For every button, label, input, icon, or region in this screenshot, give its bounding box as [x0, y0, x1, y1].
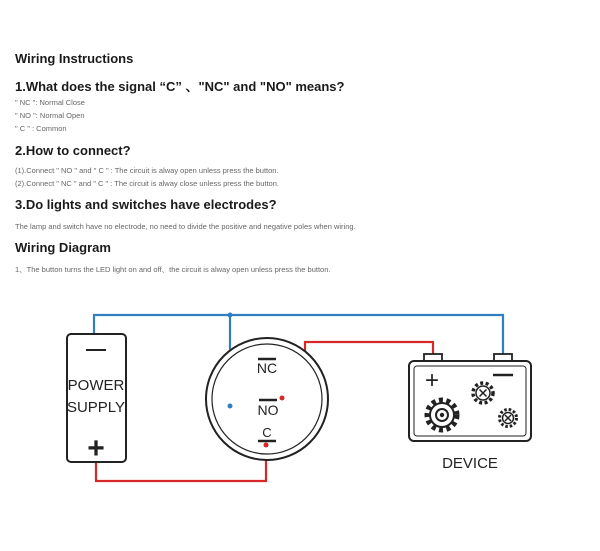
blue-wire-dot-switch	[228, 404, 233, 409]
section-4-heading: Wiring Diagram	[15, 240, 111, 255]
switch-c-label: C	[262, 425, 272, 440]
section-2-heading: 2.How to connect?	[15, 143, 131, 158]
section-1-line-no: " NO ": Normal Open	[15, 111, 85, 120]
device-terminal-plus	[424, 354, 442, 361]
device	[409, 354, 531, 472]
device-terminal-minus	[494, 354, 512, 361]
power-supply	[67, 334, 126, 465]
push-switch	[206, 313, 328, 461]
section-1-heading: 1.What does the signal “C” 、"NC" and "NO" means?	[15, 79, 345, 94]
red-wire-dot-c	[264, 443, 269, 448]
red-wire-dot-no	[280, 396, 285, 401]
power-label-1: POWER	[67, 377, 125, 394]
section-2-line-1: (1).Connect " NO " and " C " : The circuit is alway open unless press the button.	[15, 166, 279, 175]
switch-nc-label: NC	[256, 360, 278, 376]
device-label: DEVICE	[442, 455, 498, 472]
section-4-line: 1、The button turns the LED light on and off、the circuit is alway open unless press the button.	[15, 265, 331, 274]
section-3-line: The lamp and switch have no electrode, no need to divide the positive and negative poles when wiring.	[15, 222, 356, 231]
section-3-heading: 3.Do lights and switches have electrodes?	[15, 197, 277, 212]
section-1-line-c: " C " : Common	[15, 124, 67, 133]
section-1-line-nc: " NC ": Normal Close	[15, 98, 85, 107]
wiring-diagram	[0, 290, 600, 551]
power-plus-icon: +	[87, 432, 105, 465]
device-plus-icon: +	[424, 367, 440, 394]
blue-wire-dot-top	[228, 313, 233, 318]
section-2-line-2: (2).Connect " NC " and " C " : The circuit is alway close unless press the button.	[15, 179, 279, 188]
switch-no-label: NO	[257, 402, 279, 418]
power-label-2: SUPPLY	[66, 399, 126, 416]
gear-icon-small	[500, 410, 517, 427]
page-title: Wiring Instructions	[15, 51, 134, 66]
